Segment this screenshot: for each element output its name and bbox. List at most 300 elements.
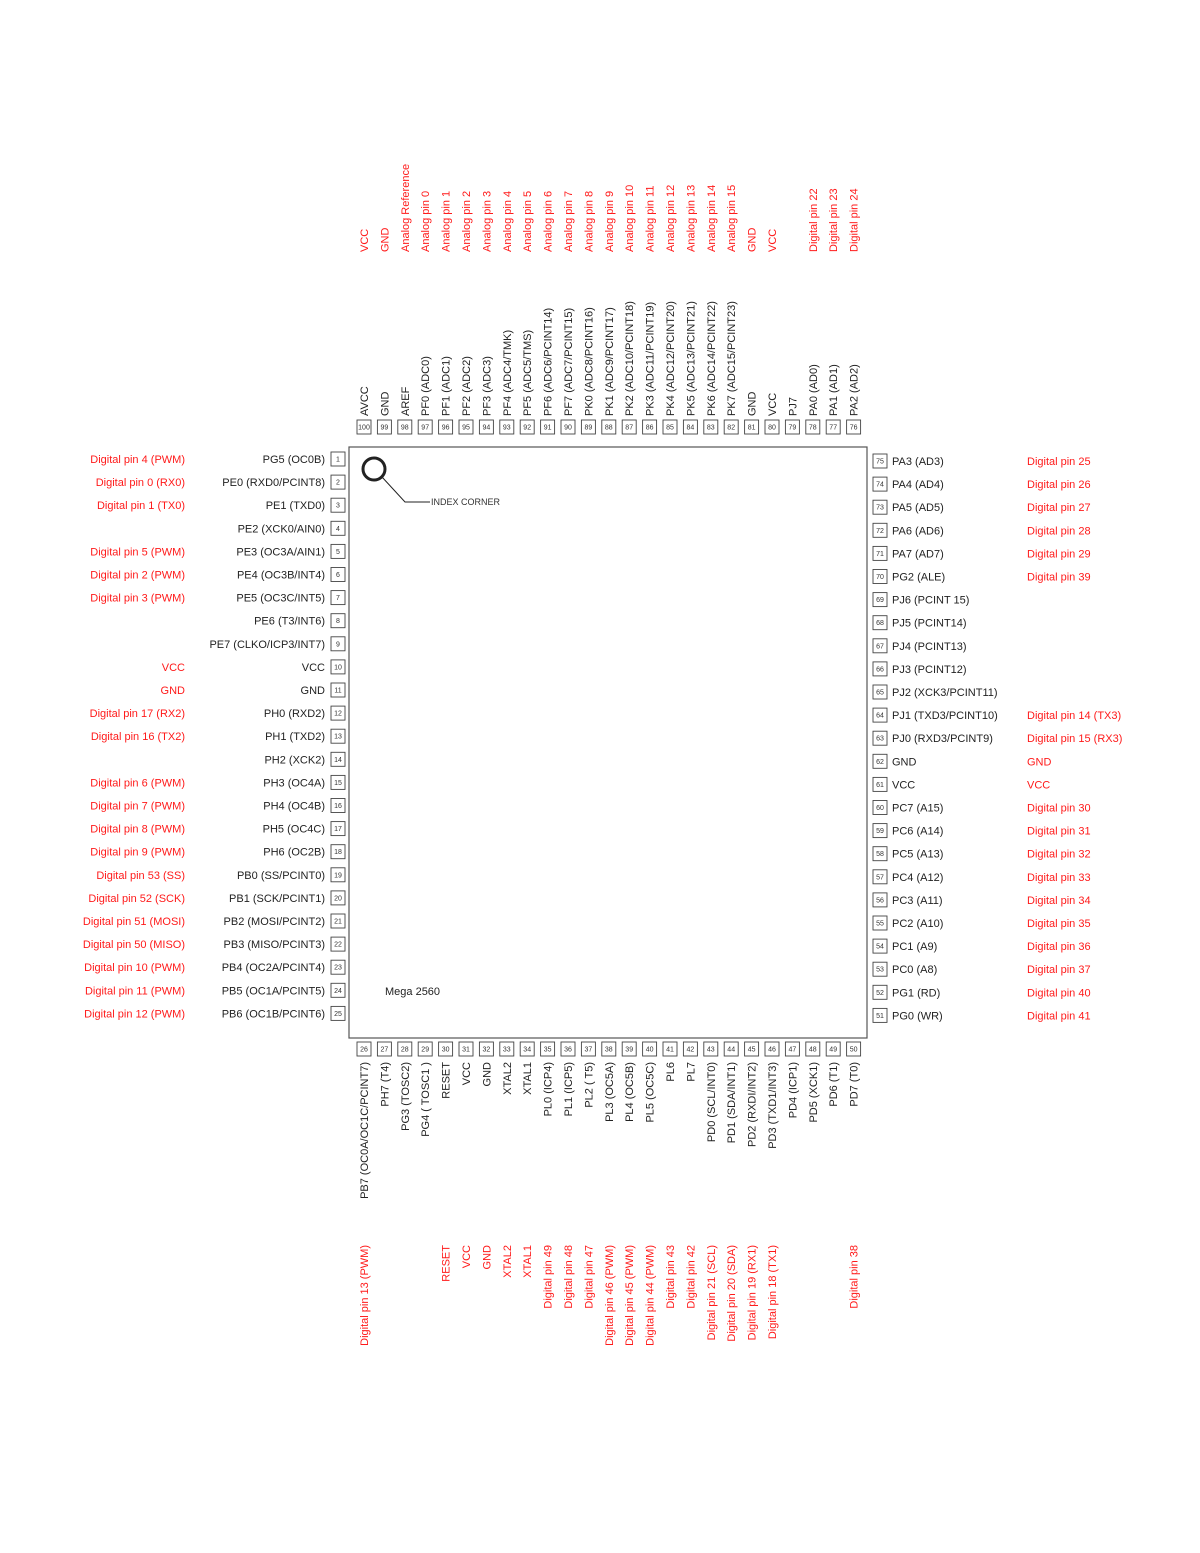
pin-number: 17 [334, 826, 342, 834]
pin-name: PF3 (ADC3) [481, 356, 494, 416]
top-pin-88 [602, 191, 616, 434]
arduino-label: Digital pin 33 [1027, 871, 1091, 884]
left-pin-20 [88, 891, 345, 905]
arduino-label: Analog pin 14 [705, 184, 718, 252]
pin-number: 21 [334, 918, 342, 926]
pin-name: PA3 (AD3) [892, 456, 944, 468]
arduino-label: GND [160, 685, 185, 697]
top-pin-80 [765, 229, 779, 434]
pin-name: VCC [301, 661, 325, 674]
pin-number: 54 [876, 943, 884, 951]
arduino-label: XTAL1 [522, 1245, 535, 1278]
arduino-label: Analog pin 15 [726, 184, 739, 252]
pin-number: 82 [727, 424, 736, 432]
left-pin-4 [238, 521, 345, 535]
arduino-label: Analog pin 4 [501, 190, 514, 252]
left-pin-15 [90, 775, 345, 789]
arduino-label: Digital pin 32 [1027, 848, 1091, 861]
top-pin-87 [622, 185, 636, 434]
pin-number: 67 [876, 643, 884, 651]
pin-name: PF0 (ADC0) [420, 356, 433, 416]
pin-name: PC4 (A12) [892, 871, 944, 884]
pin-number: 5 [336, 548, 340, 556]
top-pin-76 [847, 188, 861, 434]
pin-number: 77 [829, 424, 838, 432]
pin-number: 27 [380, 1046, 389, 1054]
pin-name: PE5 (OC3C/INT5) [236, 592, 325, 605]
pin-name: PK6 (ADC14/PCINT22) [705, 301, 718, 416]
arduino-label: Digital pin 6 (PWM) [90, 777, 185, 790]
pin-name: PJ3 (PCINT12) [892, 663, 967, 676]
pin-name: PH3 (OC4A) [263, 777, 325, 790]
pin-number: 10 [334, 664, 342, 672]
bottom-pin-30 [439, 1042, 453, 1282]
pin-number: 73 [876, 504, 884, 512]
pin-name: PK3 (ADC11/PCINT19) [644, 301, 657, 416]
pin-number: 40 [645, 1046, 654, 1054]
pin-name: PL5 (OC5C) [644, 1062, 657, 1123]
pin-number: 58 [876, 851, 884, 859]
right-pin-63 [873, 731, 1122, 745]
pin-name: PK4 (ADC12/PCINT20) [665, 301, 677, 416]
pin-number: 89 [584, 424, 593, 432]
pin-number: 84 [686, 424, 695, 432]
left-pin-9 [209, 637, 345, 651]
pin-number: 7 [336, 595, 340, 603]
arduino-label: Digital pin 19 (RX1) [746, 1245, 759, 1341]
pin-number: 47 [788, 1046, 797, 1054]
pin-name: PF4 (ADC4/TMK) [501, 329, 514, 416]
pin-number: 32 [482, 1046, 491, 1054]
pin-number: 19 [334, 872, 342, 880]
pin-number: 2 [336, 479, 340, 487]
left-pin-25 [84, 1006, 345, 1020]
pin-name: PC6 (A14) [892, 825, 944, 838]
chip-body [349, 447, 867, 1038]
arduino-label: Digital pin 52 (SCK) [88, 892, 185, 905]
arduino-label: Digital pin 10 (PWM) [84, 962, 185, 975]
pin-name: PB0 (SS/PCINT0) [236, 869, 325, 882]
pin-name: PL4 (OC5B) [624, 1062, 637, 1122]
pin-number: 50 [849, 1046, 858, 1054]
pin-name: PJ2 (XCK3/PCINT11) [892, 687, 998, 699]
pin-number: 75 [876, 458, 884, 466]
arduino-label: Digital pin 8 (PWM) [90, 823, 185, 836]
top-pin-84 [683, 185, 697, 434]
arduino-label: Digital pin 41 [1027, 1010, 1091, 1023]
pin-name: PK1 (ADC9/PCINT17) [603, 307, 616, 416]
pin-name: RESET [440, 1062, 453, 1099]
arduino-label: XTAL2 [501, 1245, 514, 1278]
bottom-pin-35 [541, 1042, 555, 1309]
bottom-pin-42 [683, 1042, 697, 1309]
bottom-pin-44 [724, 1042, 738, 1342]
arduino-label: Digital pin 2 (PWM) [90, 569, 185, 582]
bottom-pin-26 [357, 1042, 371, 1346]
left-pin-10 [162, 660, 345, 674]
pin-number: 8 [336, 618, 340, 626]
pin-number: 80 [768, 424, 776, 432]
pin-name: PD3 (TXD1/INT3) [767, 1062, 779, 1149]
pin-name: PG1 (RD) [892, 987, 941, 1000]
pin-number: 74 [876, 481, 884, 489]
left-pin-13 [91, 729, 345, 743]
pin-name: PL0 (ICP4) [542, 1062, 555, 1117]
pin-number: 90 [564, 424, 572, 432]
pin-name: PJ5 (PCINT14) [892, 617, 967, 630]
pin-number: 59 [876, 828, 884, 836]
pin-number: 48 [808, 1046, 817, 1054]
pin-name: PB6 (OC1B/PCINT6) [221, 1008, 325, 1021]
top-pin-91 [541, 191, 555, 434]
right-pin-72 [873, 523, 1091, 537]
right-pin-68 [873, 616, 967, 630]
left-pin-1 [90, 452, 345, 466]
pin-number: 35 [543, 1046, 552, 1054]
pin-name: GND [746, 391, 759, 416]
pin-number: 3 [336, 502, 340, 510]
right-pin-71 [873, 546, 1091, 560]
pin-name: PB5 (OC1A/PCINT5) [221, 985, 325, 998]
arduino-label: Analog pin 10 [624, 184, 637, 252]
bottom-pin-28 [398, 1042, 412, 1131]
pin-name: PB7 (OC0A/OC1C/PCINT7) [359, 1062, 371, 1199]
left-pin-22 [83, 937, 345, 951]
pin-name: PC0 (A8) [892, 964, 938, 977]
pin-number: 37 [584, 1046, 593, 1054]
pin-number: 69 [876, 597, 884, 605]
arduino-label: Digital pin 25 [1027, 456, 1091, 468]
top-pin-98 [398, 164, 412, 434]
pin-name: GND [300, 685, 325, 697]
arduino-label: VCC [461, 1245, 473, 1269]
arduino-label: Digital pin 1 (TX0) [96, 500, 185, 513]
right-pin-73 [873, 500, 1091, 514]
bottom-pin-37 [581, 1042, 595, 1309]
pin-name: PB2 (MOSI/PCINT2) [223, 916, 325, 928]
right-pin-55 [873, 916, 1091, 930]
right-pin-74 [873, 477, 1091, 491]
arduino-label: Digital pin 50 (MISO) [82, 939, 185, 952]
bottom-pin-45 [745, 1042, 759, 1340]
arduino-label: Digital pin 14 (TX3) [1027, 710, 1122, 723]
pin-number: 25 [334, 1010, 342, 1018]
pin-name: PK7 (ADC15/PCINT23) [726, 301, 739, 416]
arduino-label: Analog pin 7 [563, 190, 575, 252]
index-corner-label: INDEX CORNER [431, 497, 501, 507]
pin-name: PD2 (RXDI/INT2) [746, 1062, 759, 1147]
pin-name: PE3 (OC3A/AIN1) [236, 546, 325, 559]
pin-number: 56 [876, 897, 884, 905]
pin-number: 4 [336, 525, 340, 533]
arduino-label: Analog Reference [399, 163, 412, 252]
pin-number: 95 [462, 424, 470, 432]
bottom-pin-39 [622, 1042, 636, 1346]
right-pin-58 [873, 847, 1091, 861]
pin-number: 16 [334, 803, 342, 810]
arduino-label: Digital pin 28 [1027, 525, 1091, 538]
bottom-pin-49 [826, 1042, 840, 1107]
bottom-pin-47 [785, 1042, 799, 1118]
pin-name: PF5 (ADC5/TMS) [522, 329, 535, 416]
arduino-label: Digital pin 21 (SCL) [705, 1245, 718, 1341]
pin-number: 98 [400, 424, 409, 432]
bottom-pin-29 [418, 1042, 432, 1137]
arduino-label: Digital pin 48 [563, 1245, 575, 1309]
pin-name: PE2 (XCK0/AIN0) [237, 523, 325, 536]
pin-name: PD0 (SCL/INT0) [705, 1062, 718, 1143]
top-pin-94 [479, 191, 493, 434]
top-pin-99 [377, 228, 391, 435]
bottom-pin-31 [459, 1042, 473, 1268]
arduino-label: Analog pin 3 [481, 190, 494, 252]
arduino-label: Digital pin 34 [1027, 894, 1091, 907]
pin-name: PH4 (OC4B) [263, 800, 325, 813]
pin-name: PL3 (OC5A) [603, 1062, 616, 1122]
pin-number: 29 [421, 1046, 430, 1054]
pin-number: 99 [380, 424, 389, 432]
pin-name: PF7 (ADC7/PCINT15) [563, 307, 575, 416]
pin-name: PA0 (AD0) [807, 364, 820, 416]
pin-name: PG3 (TOSC2) [399, 1062, 412, 1131]
top-pin-85 [663, 185, 677, 434]
pin-number: 14 [334, 756, 342, 764]
arduino-label: GND [1027, 756, 1052, 769]
bottom-pin-43 [704, 1042, 718, 1340]
arduino-label: Digital pin 23 [828, 188, 841, 252]
pin-name: PJ7 [787, 397, 800, 416]
pin-number: 64 [876, 712, 884, 720]
pin-name: PB4 (OC2A/PCINT4) [221, 962, 325, 975]
pin-name: GND [481, 1062, 494, 1087]
pin-number: 70 [876, 574, 884, 581]
pin-name: PD6 (T1) [828, 1062, 841, 1107]
pin-number: 100 [358, 424, 370, 432]
pin-number: 96 [441, 424, 450, 432]
pin-number: 18 [334, 849, 342, 857]
right-pin-59 [873, 824, 1091, 838]
pin-number: 15 [334, 779, 342, 787]
arduino-label: Digital pin 42 [685, 1245, 698, 1309]
bottom-pin-38 [602, 1042, 616, 1346]
pin-name: GND [379, 391, 392, 416]
arduino-label: Digital pin 44 (PWM) [644, 1245, 657, 1346]
pin-name: PC5 (A13) [892, 848, 944, 861]
pin-name: PH7 (T4) [379, 1062, 392, 1107]
pin-number: 30 [441, 1046, 450, 1054]
right-pin-64 [873, 708, 1121, 722]
pin-name: GND [892, 756, 917, 769]
arduino-label: Digital pin 47 [583, 1245, 596, 1309]
pin-name: PK0 (ADC8/PCINT16) [583, 307, 596, 416]
arduino-label: Analog pin 5 [522, 190, 535, 252]
arduino-label: Digital pin 53 (SS) [96, 869, 185, 882]
pin-name: PG5 (OC0B) [262, 454, 325, 466]
arduino-label: VCC [161, 661, 185, 674]
right-pin-66 [873, 662, 967, 676]
pin-number: 45 [747, 1046, 756, 1054]
chip-label: Mega 2560 [385, 986, 441, 998]
pin-number: 39 [625, 1046, 634, 1054]
pin-number: 49 [829, 1046, 838, 1054]
pin-name: PH0 (RXD2) [263, 708, 325, 721]
bottom-pin-27 [377, 1042, 391, 1107]
left-pin-17 [90, 822, 345, 836]
top-pin-89 [581, 191, 595, 434]
pin-number: 43 [706, 1046, 715, 1054]
arduino-label: Digital pin 40 [1027, 987, 1091, 1000]
arduino-label: Digital pin 27 [1027, 502, 1091, 515]
pin-name: PF6 (ADC6/PCINT14) [542, 307, 555, 416]
top-pin-86 [643, 186, 657, 434]
pin-number: 65 [876, 689, 884, 697]
pin-number: 87 [625, 424, 634, 432]
pin-name: PK2 (ADC10/PCINT18) [624, 301, 637, 416]
left-pin-18 [90, 845, 345, 859]
pin-number: 36 [564, 1046, 572, 1054]
pin-name: PE1 (TXD0) [265, 500, 325, 513]
pin-name: PJ4 (PCINT13) [892, 640, 967, 653]
arduino-label: VCC [1027, 779, 1051, 792]
pin-name: VCC [767, 392, 779, 416]
arduino-label: Digital pin 22 [807, 188, 820, 252]
arduino-label: Analog pin 13 [685, 184, 698, 252]
pin-name: PD7 (T0) [848, 1062, 861, 1107]
pin-number: 13 [334, 733, 342, 741]
arduino-label: Digital pin 9 (PWM) [90, 846, 185, 859]
arduino-label: Digital pin 24 [848, 188, 861, 252]
pin-number: 97 [421, 424, 430, 432]
arduino-label: Digital pin 38 [848, 1245, 861, 1309]
right-pin-54 [873, 939, 1091, 953]
arduino-label: Analog pin 9 [603, 190, 616, 252]
pin-number: 24 [334, 987, 342, 995]
arduino-label: Digital pin 46 (PWM) [603, 1245, 616, 1346]
arduino-label: Analog pin 1 [440, 190, 453, 252]
arduino-label: Digital pin 15 (RX3) [1027, 733, 1123, 746]
pin-number: 51 [876, 1012, 884, 1020]
arduino-label: Digital pin 0 (RX0) [95, 477, 185, 490]
pin-name: PA6 (AD6) [892, 525, 944, 538]
pin-number: 20 [334, 895, 342, 903]
pin-name: PH5 (OC4C) [262, 823, 325, 836]
left-pin-12 [90, 706, 345, 720]
pin-number: 33 [502, 1046, 511, 1054]
arduino-label: Digital pin 37 [1027, 964, 1091, 977]
arduino-label: Digital pin 51 (MOSI) [82, 916, 185, 928]
pin-name: AVCC [359, 386, 371, 416]
right-pin-57 [873, 870, 1091, 884]
pin-number: 57 [876, 874, 884, 882]
pin-name: PC2 (A10) [892, 918, 944, 930]
pin-number: 91 [543, 424, 552, 432]
arduino-label: Digital pin 45 (PWM) [624, 1245, 637, 1346]
pin-name: PF2 (ADC2) [461, 356, 473, 416]
pin-number: 41 [666, 1046, 674, 1054]
pin-number: 61 [876, 781, 884, 789]
pin-number: 28 [400, 1046, 409, 1054]
bottom-pin-48 [806, 1042, 820, 1123]
arduino-label: Digital pin 7 (PWM) [90, 800, 185, 813]
left-pin-23 [84, 960, 345, 974]
right-pin-67 [873, 639, 967, 653]
right-pin-51 [873, 1008, 1091, 1022]
pin-number: 44 [727, 1046, 736, 1054]
top-pin-81 [745, 228, 759, 435]
pin-name: PC1 (A9) [892, 941, 938, 954]
arduino-label: Digital pin 39 [1027, 571, 1091, 584]
pin-number: 60 [876, 805, 884, 812]
right-pin-61 [873, 777, 1050, 791]
arduino-label: Digital pin 29 [1027, 548, 1091, 561]
pin-name: PA2 (AD2) [848, 364, 861, 416]
arduino-label: Digital pin 35 [1027, 918, 1091, 930]
bottom-pin-34 [520, 1042, 534, 1278]
top-pin-78 [806, 188, 820, 434]
arduino-label: GND [379, 227, 392, 252]
pin-number: 78 [808, 424, 817, 432]
bottom-pin-41 [663, 1042, 677, 1309]
pin-name: PA4 (AD4) [892, 479, 944, 492]
pin-name: PJ0 (RXD3/PCINT9) [892, 733, 993, 746]
arduino-label: Analog pin 0 [420, 190, 433, 252]
arduino-label: Digital pin 18 (TX1) [767, 1245, 779, 1340]
top-pin-93 [500, 191, 514, 434]
pin-name: PB1 (SCK/PCINT1) [229, 892, 325, 905]
arduino-label: Digital pin 5 (PWM) [90, 546, 185, 559]
left-pin-14 [264, 752, 345, 766]
left-pin-2 [96, 475, 345, 489]
right-pin-60 [873, 801, 1091, 815]
arduino-label: Analog pin 11 [644, 185, 657, 252]
right-pin-69 [873, 593, 969, 607]
top-pin-97 [418, 191, 432, 434]
right-pin-65 [873, 685, 998, 699]
arduino-label: Digital pin 30 [1027, 802, 1091, 815]
arduino-label: Analog pin 6 [542, 190, 555, 252]
pin-number: 31 [462, 1046, 470, 1054]
arduino-label: Digital pin 31 [1027, 825, 1091, 838]
top-pin-95 [459, 191, 473, 434]
arduino-label: Digital pin 11 (PWM) [84, 985, 185, 998]
pin-number: 6 [336, 572, 340, 579]
pin-name: PL2 ( T5) [583, 1062, 596, 1108]
pin-number: 1 [336, 456, 340, 464]
pin-number: 71 [876, 550, 884, 558]
pin-number: 86 [645, 424, 654, 432]
pin-name: VCC [461, 1062, 473, 1086]
pin-name: PE4 (OC3B/INT4) [236, 569, 325, 582]
arduino-label: Digital pin 3 (PWM) [90, 592, 185, 605]
bottom-pin-50 [847, 1042, 861, 1309]
pin-number: 38 [604, 1046, 613, 1054]
pin-number: 85 [666, 424, 674, 432]
arduino-label: Digital pin 12 (PWM) [84, 1008, 185, 1021]
bottom-pin-32 [479, 1042, 493, 1269]
pin-name: XTAL1 [522, 1062, 535, 1095]
arduino-label: VCC [767, 228, 779, 252]
top-pin-96 [439, 191, 453, 434]
pin-name: PL7 [685, 1062, 698, 1082]
pin-name: PE7 (CLKO/ICP3/INT7) [209, 638, 325, 651]
right-pin-70 [873, 570, 1091, 584]
arduino-label: Digital pin 36 [1027, 941, 1091, 954]
pin-name: PL6 [665, 1062, 677, 1082]
arduino-label: RESET [440, 1245, 453, 1282]
pin-number: 55 [876, 920, 884, 928]
pin-name: PA1 (AD1) [828, 364, 841, 416]
bottom-pin-36 [561, 1042, 575, 1309]
